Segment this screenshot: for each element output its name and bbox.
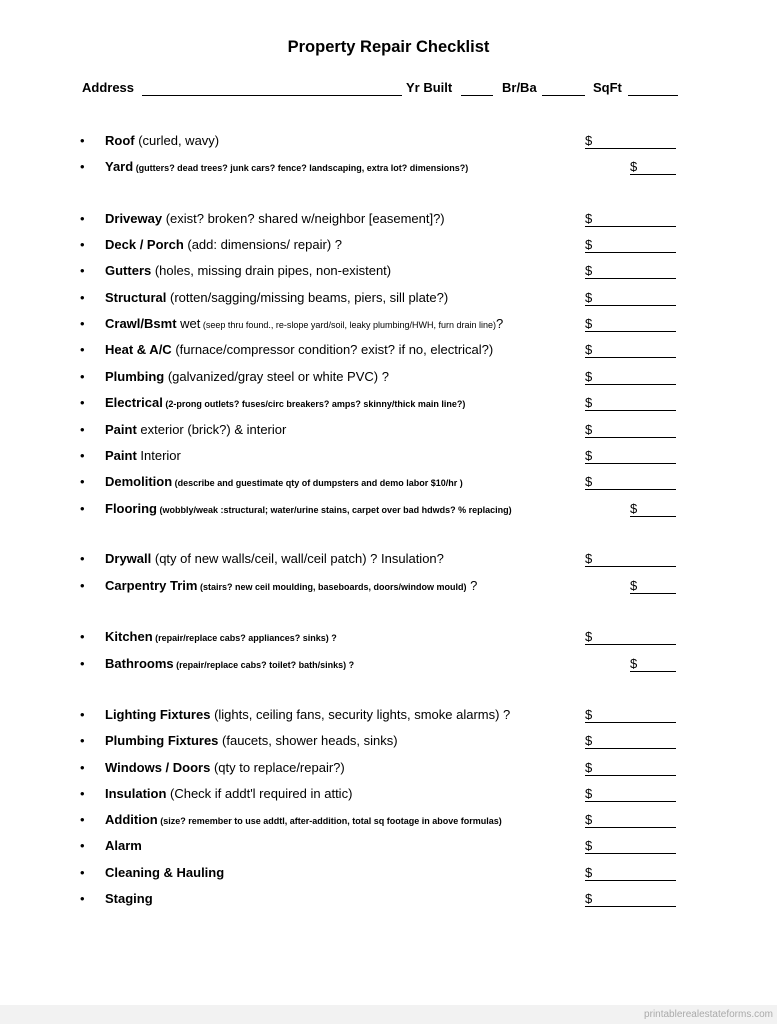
dollar-sign: $ <box>585 786 593 801</box>
bullet-icon: • <box>80 760 85 775</box>
bullet-icon: • <box>80 316 85 331</box>
checklist-item <box>80 501 680 519</box>
cost-blank-line <box>585 384 676 385</box>
item-text <box>105 551 444 566</box>
item-detail: exterior (brick?) & interior <box>136 422 287 437</box>
item-label: Lighting Fixtures <box>105 707 211 722</box>
item-text <box>105 316 503 331</box>
item-label: Alarm <box>105 838 142 853</box>
item-text <box>105 342 493 357</box>
item-detail: (stairs? new ceil moulding, baseboards, doors/window mould) <box>197 582 467 592</box>
bullet-icon: • <box>80 395 85 410</box>
cost-field[interactable] <box>585 838 676 853</box>
checklist-item <box>80 422 680 440</box>
item-detail: (lights, ceiling fans, security lights, smoke alarms) ? <box>210 707 511 722</box>
bullet-icon: • <box>80 838 85 853</box>
item-detail: (qty of new walls/ceil, wall/ceil patch) ? Insulation? <box>151 551 444 566</box>
cost-blank-line <box>585 278 676 279</box>
item-text <box>105 474 463 489</box>
bullet-icon: • <box>80 786 85 801</box>
dollar-sign: $ <box>585 812 593 827</box>
item-label: Deck / Porch <box>105 237 184 252</box>
item-detail: (wobbly/weak :structural; water/urine stains, carpet over bad hdwds? % replacing) <box>157 505 512 515</box>
checklist-item <box>80 290 680 308</box>
item-text <box>105 733 398 748</box>
cost-blank-line <box>585 906 676 907</box>
item-text <box>105 501 512 516</box>
item-label: Addition <box>105 812 158 827</box>
cost-field[interactable] <box>585 629 676 644</box>
item-label: Yard <box>105 159 134 174</box>
item-label: Insulation <box>105 786 167 801</box>
item-text <box>105 133 219 148</box>
bullet-icon: • <box>80 448 85 463</box>
item-text <box>105 290 448 305</box>
checklist-item <box>80 211 680 229</box>
cost-blank-line <box>585 644 676 645</box>
dollar-sign: $ <box>585 760 593 775</box>
checklist-item <box>80 159 680 177</box>
bullet-icon: • <box>80 342 85 357</box>
cost-field[interactable] <box>585 707 676 722</box>
cost-field[interactable] <box>585 369 676 384</box>
dollar-sign: $ <box>585 290 593 305</box>
checklist-item <box>80 629 680 647</box>
item-detail: (exist? broken? shared w/neighbor [easement]?) <box>162 211 445 226</box>
cost-field[interactable] <box>585 474 676 489</box>
item-detail: wet <box>176 316 201 331</box>
checklist-item <box>80 865 680 883</box>
item-text <box>105 786 352 801</box>
item-label: Paint <box>105 448 137 463</box>
bullet-icon: • <box>80 422 85 437</box>
cost-field[interactable] <box>585 263 676 278</box>
item-label: Demolition <box>105 474 173 489</box>
item-label: Staging <box>105 891 153 906</box>
item-text <box>105 263 391 278</box>
bullet-icon: • <box>80 369 85 384</box>
item-detail: (faucets, shower heads, sinks) <box>218 733 398 748</box>
cost-blank-line <box>585 827 676 828</box>
cost-blank-line <box>585 566 676 567</box>
yr-built-field[interactable] <box>461 95 493 96</box>
item-text <box>105 656 354 671</box>
bullet-icon: • <box>80 865 85 880</box>
item-detail: (repair/replace cabs? appliances? sinks) ? <box>152 633 337 643</box>
item-label: Heat & A/C <box>105 342 172 357</box>
dollar-sign: $ <box>630 501 638 516</box>
page-title: Property Repair Checklist <box>287 38 490 56</box>
bullet-icon: • <box>80 812 85 827</box>
checklist-item <box>80 838 680 856</box>
dollar-sign: $ <box>585 422 593 437</box>
item-detail: (describe and guestimate qty of dumpsters and demo labor $10/hr ) <box>172 478 463 488</box>
checklist-item <box>80 786 680 804</box>
checklist-item <box>80 316 680 334</box>
item-label: Kitchen <box>105 629 153 644</box>
dollar-sign: $ <box>585 733 593 748</box>
dollar-sign: $ <box>585 211 593 226</box>
cost-blank-line <box>630 593 676 594</box>
item-detail: (repair/replace cabs? toilet? bath/sinks) ? <box>173 660 355 670</box>
item-label: Carpentry Trim <box>105 578 198 593</box>
cost-field[interactable] <box>585 786 676 801</box>
item-text <box>105 812 502 827</box>
item-detail: (gutters? dead trees? junk cars? fence? landscaping, extra lot? dimensions?) <box>133 163 469 173</box>
cost-field[interactable] <box>585 237 676 252</box>
item-text <box>105 891 153 906</box>
cost-field[interactable] <box>585 891 676 906</box>
cost-blank-line <box>585 226 676 227</box>
cost-blank-line <box>585 801 676 802</box>
cost-field[interactable] <box>585 395 676 410</box>
checklist-item <box>80 551 680 569</box>
item-detail: (Check if addt'l required in attic) <box>166 786 353 801</box>
checklist-item <box>80 263 680 281</box>
cost-field[interactable] <box>630 578 676 593</box>
sqft-field[interactable] <box>628 95 678 96</box>
item-label: Cleaning & Hauling <box>105 865 225 880</box>
item-detail: Interior <box>136 448 181 463</box>
dollar-sign: $ <box>585 891 593 906</box>
checklist-item <box>80 578 680 596</box>
checklist-item <box>80 812 680 830</box>
dollar-sign: $ <box>585 263 593 278</box>
item-label: Paint <box>105 422 137 437</box>
item-detail: (size? remember to use addtl, after-addition, total sq footage in above formulas) <box>157 816 502 826</box>
cost-blank-line <box>585 722 676 723</box>
dollar-sign: $ <box>585 342 593 357</box>
bullet-icon: • <box>80 578 85 593</box>
bullet-icon: • <box>80 551 85 566</box>
cost-blank-line <box>585 437 676 438</box>
item-text <box>105 237 342 252</box>
dollar-sign: $ <box>630 159 638 174</box>
cost-blank-line <box>585 252 676 253</box>
item-text <box>105 422 286 437</box>
checklist-item <box>80 474 680 492</box>
item-text <box>105 159 468 174</box>
property-header <box>82 80 678 98</box>
cost-field[interactable] <box>585 733 676 748</box>
cost-field[interactable] <box>585 316 676 331</box>
cost-field[interactable] <box>585 812 676 827</box>
cost-field[interactable] <box>585 290 676 305</box>
cost-blank-line <box>585 775 676 776</box>
cost-blank-line <box>630 516 676 517</box>
dollar-sign: $ <box>585 133 593 148</box>
dollar-sign: $ <box>585 316 593 331</box>
checklist-item <box>80 342 680 360</box>
bullet-icon: • <box>80 707 85 722</box>
checklist-item <box>80 448 680 466</box>
item-label: Flooring <box>105 501 157 516</box>
cost-field[interactable] <box>630 501 676 516</box>
item-text <box>105 369 389 384</box>
yr-built-label: Yr Built <box>406 80 453 95</box>
bullet-icon: • <box>80 891 85 906</box>
cost-field[interactable] <box>585 448 676 463</box>
item-text <box>105 707 510 722</box>
cost-field[interactable] <box>585 760 676 775</box>
item-label: Windows / Doors <box>105 760 211 775</box>
dollar-sign: $ <box>630 656 638 671</box>
item-label: Roof <box>105 133 135 148</box>
item-detail: (2-prong outlets? fuses/circ breakers? amps? skinny/thick main line?) <box>162 399 466 409</box>
item-text <box>105 578 477 593</box>
item-label: Plumbing Fixtures <box>105 733 219 748</box>
item-detail: (curled, wavy) <box>134 133 220 148</box>
br-ba-field[interactable] <box>542 95 585 96</box>
item-text <box>105 395 465 410</box>
item-text <box>105 448 181 463</box>
item-text <box>105 629 337 644</box>
item-label: Plumbing <box>105 369 165 384</box>
checklist-item <box>80 133 680 151</box>
bullet-icon: • <box>80 501 85 516</box>
dollar-sign: $ <box>630 578 638 593</box>
item-suffix: ? <box>466 578 478 593</box>
cost-field[interactable] <box>585 551 676 566</box>
item-label: Drywall <box>105 551 152 566</box>
cost-field[interactable] <box>585 342 676 357</box>
dollar-sign: $ <box>585 865 593 880</box>
cost-blank-line <box>585 880 676 881</box>
item-text <box>105 838 142 853</box>
item-detail-extra: (seep thru found., re-slope yard/soil, leaky plumbing/HWH, furn drain line) <box>200 320 497 330</box>
checklist-item <box>80 733 680 751</box>
dollar-sign: $ <box>585 838 593 853</box>
item-detail: (furnace/compressor condition? exist? if no, electrical?) <box>171 342 494 357</box>
dollar-sign: $ <box>585 395 593 410</box>
bullet-icon: • <box>80 290 85 305</box>
dollar-sign: $ <box>585 448 593 463</box>
checklist-item <box>80 707 680 725</box>
dollar-sign: $ <box>585 369 593 384</box>
dollar-sign: $ <box>585 707 593 722</box>
item-label: Structural <box>105 290 167 305</box>
sqft-label: SqFt <box>593 80 622 95</box>
checklist-item <box>80 656 680 674</box>
cost-field[interactable] <box>585 133 676 148</box>
checklist-item <box>80 760 680 778</box>
item-text <box>105 865 224 880</box>
bullet-icon: • <box>80 211 85 226</box>
item-detail: (qty to replace/repair?) <box>210 760 345 775</box>
checklist-item <box>80 237 680 255</box>
address-field[interactable] <box>142 95 402 96</box>
item-detail: (add: dimensions/ repair) ? <box>183 237 343 252</box>
item-suffix: ? <box>496 316 504 331</box>
checklist-item <box>80 891 680 909</box>
cost-blank-line <box>585 331 676 332</box>
cost-field[interactable] <box>585 865 676 880</box>
bullet-icon: • <box>80 733 85 748</box>
cost-field[interactable] <box>630 159 676 174</box>
cost-blank-line <box>585 410 676 411</box>
item-label: Electrical <box>105 395 163 410</box>
item-text <box>105 211 445 226</box>
cost-blank-line <box>585 489 676 490</box>
item-label: Crawl/Bsmt <box>105 316 177 331</box>
cost-field[interactable] <box>585 211 676 226</box>
checklist-item <box>80 395 680 413</box>
cost-blank-line <box>585 463 676 464</box>
item-text <box>105 760 345 775</box>
cost-blank-line <box>585 748 676 749</box>
item-label: Bathrooms <box>105 656 174 671</box>
dollar-sign: $ <box>585 551 593 566</box>
dollar-sign: $ <box>585 629 593 644</box>
cost-blank-line <box>585 305 676 306</box>
checklist-item <box>80 369 680 387</box>
bullet-icon: • <box>80 133 85 148</box>
item-detail: (holes, missing drain pipes, non-existent) <box>151 263 392 278</box>
cost-field[interactable] <box>630 656 676 671</box>
bullet-icon: • <box>80 629 85 644</box>
bullet-icon: • <box>80 656 85 671</box>
bullet-icon: • <box>80 237 85 252</box>
cost-blank-line <box>585 148 676 149</box>
bullet-icon: • <box>80 159 85 174</box>
cost-blank-line <box>585 853 676 854</box>
cost-blank-line <box>585 357 676 358</box>
address-label: Address <box>82 80 135 95</box>
item-detail: (galvanized/gray steel or white PVC) ? <box>164 369 389 384</box>
cost-blank-line <box>630 174 676 175</box>
br-ba-label: Br/Ba <box>502 80 537 95</box>
footer-url: printablerealestateforms.com <box>644 1009 773 1020</box>
dollar-sign: $ <box>585 474 593 489</box>
item-label: Gutters <box>105 263 152 278</box>
bullet-icon: • <box>80 263 85 278</box>
cost-field[interactable] <box>585 422 676 437</box>
item-label: Driveway <box>105 211 163 226</box>
cost-blank-line <box>630 671 676 672</box>
bullet-icon: • <box>80 474 85 489</box>
item-detail: (rotten/sagging/missing beams, piers, sill plate?) <box>166 290 449 305</box>
dollar-sign: $ <box>585 237 593 252</box>
